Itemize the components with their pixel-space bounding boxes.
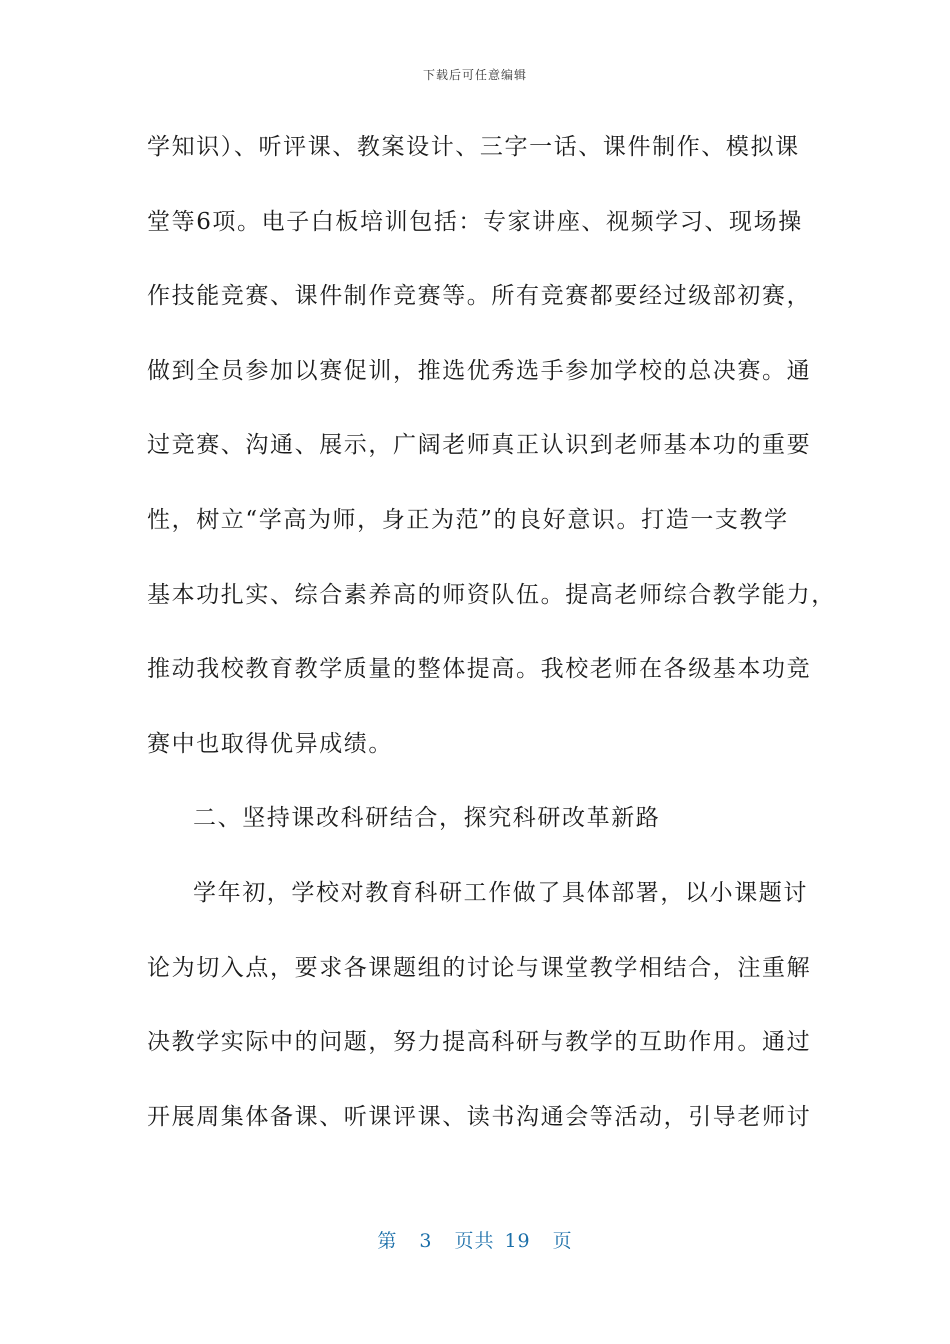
body-line: 学知识）、听评课、教案设计、三字一话、课件制作、模拟课 [147, 134, 800, 160]
body-line: 开展周集体备课、听课评课、读书沟通会等活动，引导老师讨 [147, 1103, 812, 1130]
page-suffix: 页 [552, 1230, 573, 1252]
document-body [147, 124, 836, 1168]
page-header [0, 66, 950, 83]
section-heading: 二、坚持课改科研结合，探究科研改革新路 [193, 805, 661, 832]
page-middle: 页共 [454, 1230, 495, 1252]
body-line: 基本功扎实、综合素养高的师资队伍。提高老师综合教学能力， [147, 581, 836, 608]
page-current: 3 [419, 1230, 433, 1252]
body-line: 决教学实际中的问题，努力提高科研与教学的互助作用。通过 [147, 1029, 812, 1056]
header-text: 下载后可任意编辑 [422, 68, 527, 82]
body-line: 论为切入点，要求各课题组的讨论与课堂教学相结合，注重解 [147, 954, 812, 981]
body-line: 推动我校教育教学质量的整体提高。我校老师在各级基本功竞 [147, 656, 812, 683]
body-line: 赛中也取得优异成绩。 [147, 730, 393, 757]
page-prefix: 第 [377, 1230, 398, 1252]
body-line: 作技能竞赛、课件制作竞赛等。所有竞赛都要经过级部初赛， [147, 283, 812, 310]
body-line: 做到全员参加以赛促训，推选优秀选手参加学校的总决赛。通 [147, 357, 812, 384]
body-line: 性，树立“学高为师，身正为范”的良好意识。打造一支教学 [147, 506, 789, 533]
page-total: 19 [504, 1230, 531, 1252]
body-line: 堂等6项。电子白板培训包括：专家讲座、视频学习、现场操 [147, 208, 803, 235]
page-number-footer [0, 1226, 950, 1253]
body-line: 过竞赛、沟通、展示，广阔老师真正认识到老师基本功的重要 [147, 432, 812, 459]
paragraph-first-line: 学年初，学校对教育科研工作做了具体部署，以小课题讨 [193, 879, 808, 906]
